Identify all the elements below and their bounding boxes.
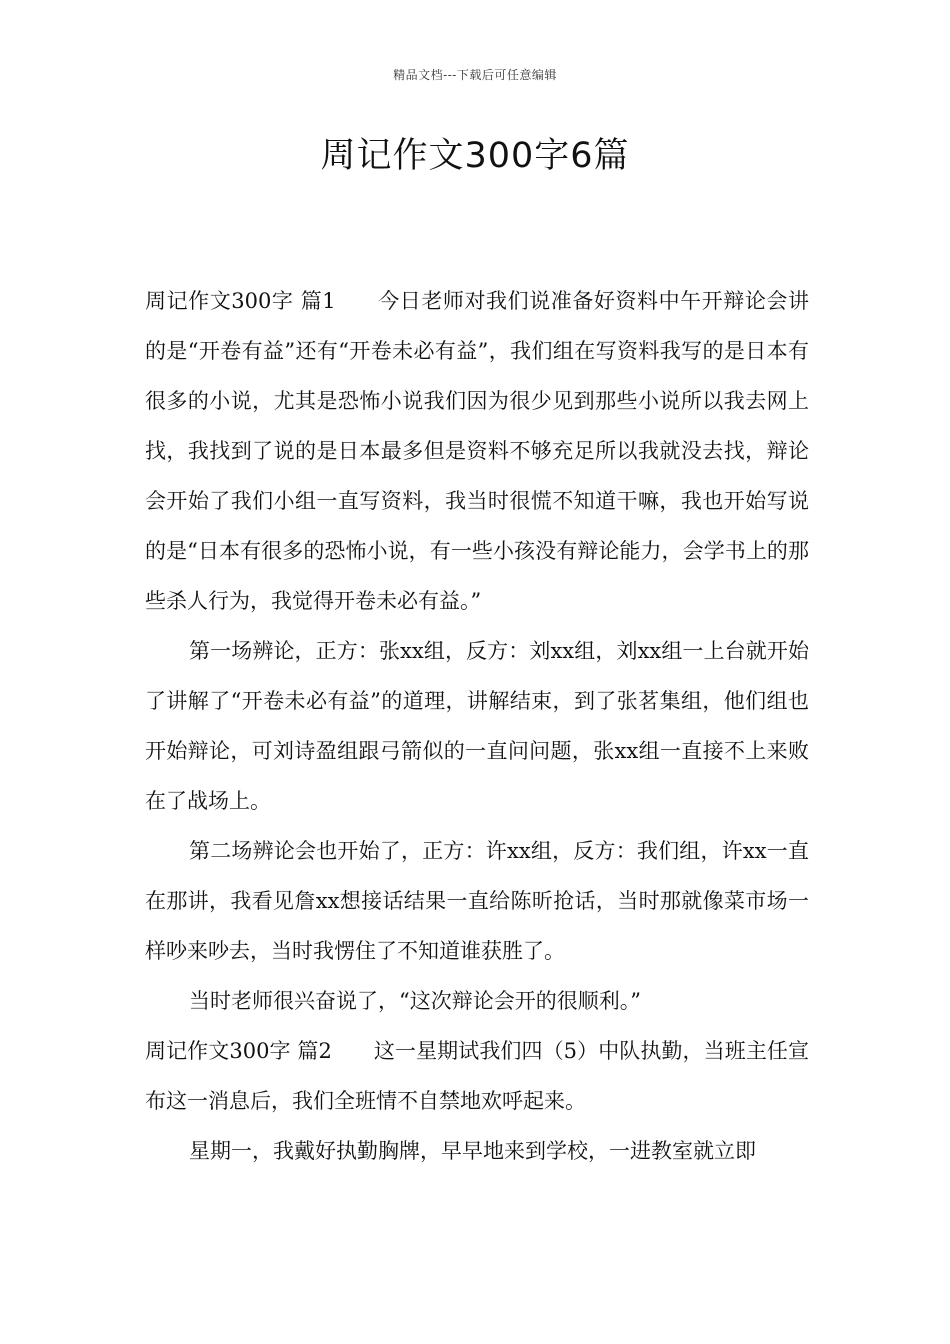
document-body bbox=[145, 276, 809, 1176]
paragraph-text: 这一星期试我们四（5）中队执勤，当班主任宣布这一消息后，我们全班情不自禁地欢呼起来。 bbox=[145, 1039, 809, 1113]
paragraph: 第一场辨论，正方：张xx组，反方：刘xx组，刘xx组一上台就开始了讲解了“开卷未必有益”的道理，讲解结束，到了张茗集组，他们组也开始辩论，可刘诗盈组跟弓箭似的一直问问题，张xx组一直接不上来败在了战场上。 bbox=[145, 639, 809, 813]
essay-heading-2: 周记作文300字 篇2 bbox=[145, 1039, 332, 1063]
paragraph-essay-1 bbox=[145, 276, 809, 626]
essay-heading-1: 周记作文300字 篇1 bbox=[145, 289, 336, 313]
paragraph: 当时老师很兴奋说了，“这次辩论会开的很顺利。” bbox=[189, 989, 641, 1013]
document-title: 周记作文300字6篇 bbox=[320, 136, 630, 176]
paragraph-essay-2 bbox=[145, 1026, 809, 1126]
paragraph: 第二场辨论会也开始了，正方：许xx组，反方：我们组，许xx一直在那讲，我看见詹xx想接话结果一直给陈昕抢话，当时那就像菜市场一样吵来吵去，当时我愣住了不知道谁获胜了。 bbox=[145, 839, 809, 963]
paragraph-text: 今日老师对我们说准备好资料中午开辩论会讲的是“开卷有益”还有“开卷未必有益”，我们组在写资料我写的是日本有很多的小说，尤其是恐怖小说我们因为很少见到那些小说所以我去网上找，我找到了说的是日本最多但是资料不够充足所以我就没去找，辩论会开始了我们小组一直写资料，我当时很慌不知道干嘛，我也开始写说的是“日本有很多的恐怖小说，有一些小孩没有辩论能力，会学书上的那些杀人行为，我觉得开卷未必有益。” bbox=[145, 289, 809, 613]
paragraph: 星期一，我戴好执勤胸牌，早早地来到学校，一进教室就立即 bbox=[189, 1139, 756, 1163]
header-note: 精品文档---下载后可任意编辑 bbox=[393, 68, 557, 82]
